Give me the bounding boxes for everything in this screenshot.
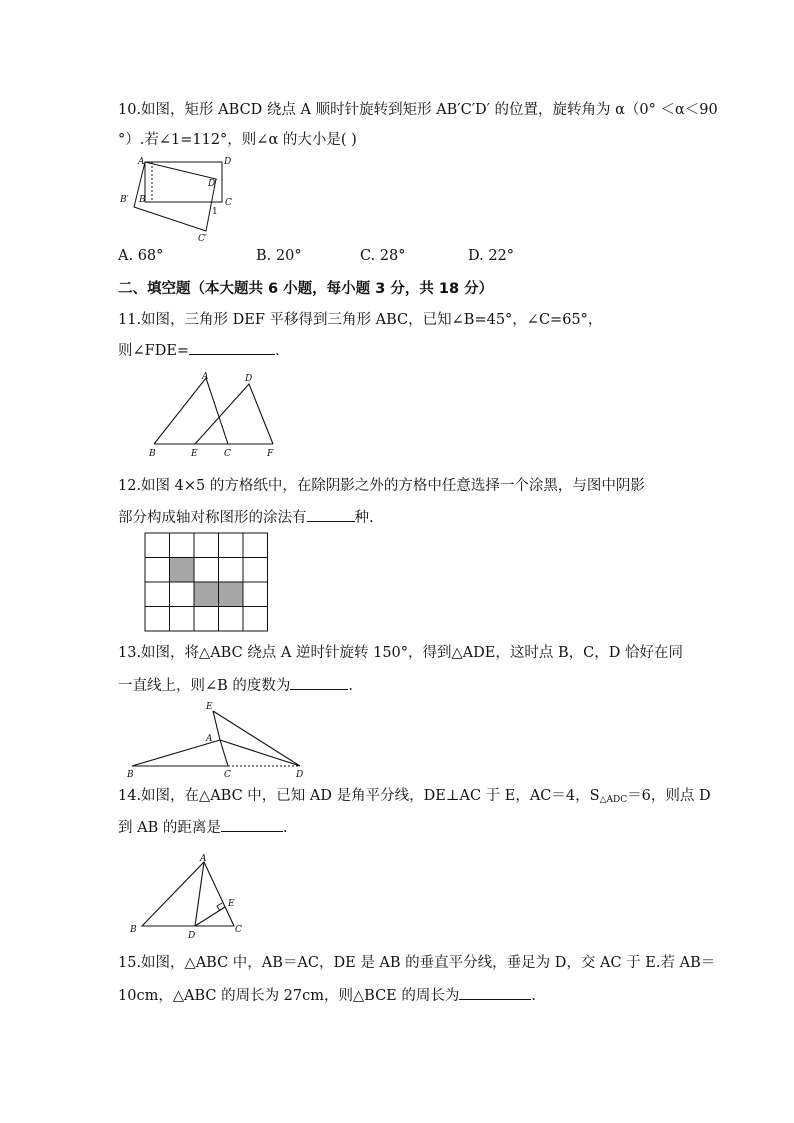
q13-figure	[124, 700, 314, 780]
q10-label-Cp: C′	[198, 234, 207, 244]
grid-cell	[145, 558, 170, 583]
q14-line1-prefix: 14.如图，在△ABC 中，已知 AD 是角平分线，DE⊥AC 于 E，AC＝4，S	[118, 788, 600, 804]
q10-label-1: 1	[212, 207, 218, 217]
grid-cell-shaded	[170, 558, 195, 583]
q11-line2-suffix: .	[275, 343, 280, 359]
grid-cell	[145, 607, 170, 632]
q13-line2-suffix: .	[348, 678, 354, 694]
q13-label-E: E	[206, 702, 213, 712]
grid-cell	[219, 607, 244, 632]
q15-line2-prefix: 10cm，△ABC 的周长为 27cm，则△BCE 的周长为	[118, 988, 460, 1004]
grid-cell	[243, 533, 268, 558]
q11-label-A: A	[202, 372, 209, 382]
section-heading: 二、填空题（本大题共 6 小题，每小题 3 分，共 18 分）	[118, 281, 494, 297]
grid-cell	[243, 582, 268, 607]
q15-answer-blank	[459, 985, 531, 1000]
grid-cell	[170, 533, 195, 558]
q14-answer-blank	[221, 817, 283, 832]
q13-line2-prefix: 一直线上，则∠B 的度数为	[118, 678, 291, 694]
q14-line1-suffix: ＝6，则点 D	[627, 788, 711, 804]
q10-option-c: C. 28°	[360, 248, 406, 264]
q14-label-A: A	[200, 854, 207, 864]
q14-line1	[118, 786, 711, 810]
q12-grid	[144, 532, 270, 634]
q10-figure	[118, 152, 248, 244]
q15-line2-suffix: .	[531, 988, 536, 1004]
q12-line2-suffix: 种.	[354, 510, 374, 526]
q15-line1: 15.如图，△ABC 中，AB＝AC，DE 是 AB 的垂直平分线，垂足为 D，交 AC 于 E.若 AB＝	[118, 955, 716, 971]
grid-cell	[243, 607, 268, 632]
q11-line2	[118, 340, 280, 361]
q10-option-b: B. 20°	[256, 248, 302, 264]
q12-answer-blank	[307, 507, 355, 522]
grid-cell	[194, 558, 219, 583]
q11-label-B: B	[149, 449, 156, 458]
q13-label-D: D	[296, 770, 304, 780]
q10-option-a: A. 68°	[118, 248, 164, 264]
q14-line1-sub: △ADC	[599, 795, 628, 805]
q13-label-A: A	[206, 734, 213, 744]
q12-line1: 12.如图 4×5 的方格纸中，在除阴影之外的方格中任意选择一个涂黑，与图中阴影	[118, 478, 645, 494]
grid-cell	[194, 533, 219, 558]
q13-line1: 13.如图，将△ABC 绕点 A 逆时针旋转 150°，得到△ADE，这时点 B，C，D 恰好在同	[118, 645, 683, 661]
grid-cell	[170, 582, 195, 607]
grid-cell	[194, 607, 219, 632]
q14-label-C: C	[235, 925, 242, 935]
q14-label-E: E	[228, 899, 235, 909]
grid-cell	[219, 533, 244, 558]
q10-label-Bp: B′	[120, 195, 129, 205]
q10-label-Dp: D′	[208, 179, 218, 189]
q11-label-D: D	[245, 374, 253, 384]
q13-label-C: C	[224, 770, 231, 780]
q10-line2: °）.若∠1=112°，则∠α 的大小是( )	[118, 132, 357, 148]
q13-answer-blank	[290, 675, 348, 690]
q11-answer-blank	[189, 340, 275, 355]
grid-cell-shaded	[194, 582, 219, 607]
q11-figure	[145, 370, 285, 458]
q13-line2	[118, 675, 353, 696]
grid-cell-shaded	[219, 582, 244, 607]
q10-label-C: C	[225, 198, 232, 208]
q10-line1: 10.如图，矩形 ABCD 绕点 A 顺时针旋转到矩形 AB′C′D′ 的位置，旋转角为 α（0° ＜α＜90	[118, 102, 718, 118]
q14-label-B: B	[130, 925, 137, 935]
q14-line2-suffix: .	[282, 820, 288, 836]
q14-figure	[124, 850, 254, 942]
q10-option-d: D. 22°	[468, 248, 515, 264]
q12-line2	[118, 507, 374, 528]
q11-label-E: E	[191, 449, 198, 458]
q10-label-A: A	[138, 157, 145, 167]
q11-label-F: F	[267, 449, 274, 458]
q11-label-C: C	[224, 449, 231, 458]
q10-label-B: B	[139, 195, 146, 205]
q11-line2-prefix: 则∠FDE=	[118, 343, 190, 359]
q10-label-D: D	[224, 157, 232, 167]
q14-label-D: D	[188, 931, 196, 941]
q13-label-B: B	[127, 770, 134, 780]
q14-line2-prefix: 到 AB 的距离是	[118, 820, 221, 836]
q15-line2	[118, 985, 536, 1006]
grid-cell	[145, 533, 170, 558]
grid-cell	[170, 607, 195, 632]
q12-line2-prefix: 部分构成轴对称图形的涂法有	[118, 510, 307, 526]
q11-line1: 11.如图，三角形 DEF 平移得到三角形 ABC，已知∠B=45°，∠C=65°，	[118, 312, 603, 328]
grid-cell	[243, 558, 268, 583]
grid-cell	[219, 558, 244, 583]
q14-line2	[118, 817, 287, 838]
grid-cell	[145, 582, 170, 607]
